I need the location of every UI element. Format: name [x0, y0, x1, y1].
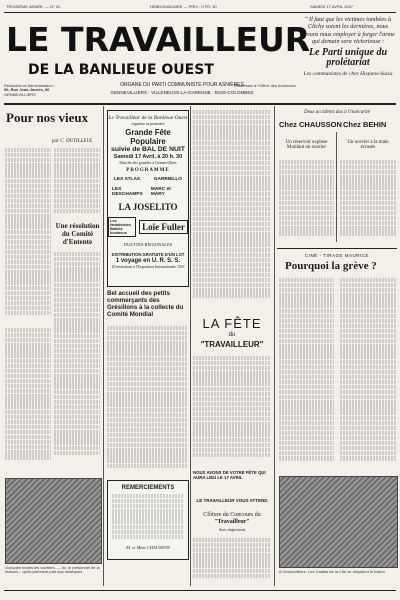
col1-text-a	[5, 148, 51, 323]
act-loie: Loïe Fuller	[139, 220, 188, 234]
event-box-title: Le Travailleur de la Banlieue Ouest	[108, 115, 188, 121]
col3-text-top	[193, 110, 271, 310]
event-bal: suivie de BAL DE NUIT	[111, 146, 185, 153]
chausson-text	[279, 160, 334, 242]
event-date: Samedi 17 Avril, à 20 h. 30	[113, 154, 183, 160]
chausson-title: Chez CHAUSSON	[279, 120, 342, 129]
col4-photo-caption: A Gennevilliers. Les Cadets de la Cité se disputent le ballon	[279, 569, 385, 574]
quote-box	[300, 16, 396, 78]
behin-text	[340, 160, 396, 242]
remerciements-text	[108, 491, 188, 545]
event-expo: 10 invitations à l'Exposition Internationale 1937	[111, 265, 185, 269]
col1-photo-caption: Occupée toutes les ouvriers. — Ici, le personnel de la maison... qu'ils prennent part aux obsèques	[5, 565, 100, 575]
organ-line: ORGANE DU PARTI COMMUNISTE POUR ASNIÈRES	[120, 82, 244, 88]
greve-text-a	[279, 278, 334, 470]
col2-text-a	[107, 326, 187, 476]
act-atlas: LES ATLAS	[114, 177, 141, 182]
issue-date: SAMEDI 17 AVRIL 1937	[310, 4, 353, 9]
greve-headline: Pourquoi la grève ?	[285, 260, 377, 272]
event-programme: PROGRAMME	[126, 168, 170, 173]
act-loie-pre: Les fantaisistes Ballets lumineux	[108, 217, 136, 237]
col3-closing: LE TRAVAILLEUR VOUS ATTEND	[196, 498, 268, 503]
col3-text-bottom	[193, 538, 271, 582]
act-row-1	[108, 177, 188, 182]
frequency-price: HEBDOMADAIRE — PRIX : 0 FR. 30	[150, 4, 217, 9]
remerciements-signature: M. et Mme CHAUSSON	[126, 545, 170, 550]
col1-text-c	[54, 252, 100, 472]
act-row-2	[108, 187, 188, 197]
fete-head-3: "TRAVAILLEUR"	[200, 340, 264, 349]
act-garriello: GARRIELLO	[153, 177, 182, 182]
issue-number: TROISIÈME ANNÉE. — N° 91.	[6, 4, 62, 9]
behin-sub: Un ouvrier a la main écrasée	[347, 140, 389, 150]
concours-box	[193, 512, 271, 533]
towns-line: GENNEVILLIERS · VILLENEUVE-LA-GARENNE · BOIS-COLOMBES	[110, 90, 254, 95]
col1-headline: Pour nos vieux	[6, 110, 89, 125]
quote-attribution: Les communistes de chez Hispano-Suiza	[303, 70, 393, 77]
col3-text-mid	[193, 356, 271, 466]
act-joselito: LA JOSELITO	[118, 202, 178, 212]
event-title: Grande Fête Populaire	[125, 128, 171, 146]
ads-note: S'adresser à l'Office des Annonces	[234, 83, 296, 88]
act-marcel: MARC et MARY	[150, 187, 171, 197]
col1-photo	[5, 478, 102, 564]
chausson-sub: Un réservoir explose Mutilant un ouvrier	[285, 140, 328, 150]
admin-label: Rédaction et Administration :	[4, 83, 55, 88]
greve-text-b	[340, 278, 396, 470]
quote-emphasis: Le Parti unique du prolétariat	[308, 46, 388, 68]
accidents-heading: Deux accidents dus à l'insécurité	[303, 110, 371, 115]
cine-line: CINÉ - TIRAGE MAURICE	[305, 253, 369, 258]
event-distribution: DISTRIBUTION GRATUITE D'UN LOT	[111, 252, 185, 257]
event-regional: DUETTES RÉGIONALES	[123, 242, 173, 247]
act-loie-row	[108, 217, 188, 237]
masthead-subtitle: DE LA BANLIEUE OUEST	[28, 62, 214, 78]
col4-photo	[279, 476, 398, 568]
fete-head-2: du	[228, 332, 236, 338]
act-deschamps: LES DESCHAMPS	[112, 187, 143, 197]
col1-subhead: Une résolution du Comité d'Entente	[55, 222, 100, 246]
remerciements-box	[107, 480, 189, 560]
fete-head-1: LA FÊTE	[202, 316, 262, 331]
col1-text-b	[54, 148, 100, 218]
col1-text-d	[5, 328, 51, 472]
event-venue: Marche des grandes à Gennevilliers	[119, 160, 177, 165]
admin-town: GENNEVILLIERS	[4, 91, 36, 97]
event-organise: organise sa première	[131, 121, 165, 126]
behin-title: Chez BEHIN	[343, 120, 387, 129]
col3-invite: NOUS AVONS DE VOTRE FÊTE QUI AURA LIEU LE 17 AVRIL	[193, 470, 266, 480]
event-voyage: 1 voyage en U. R. S. S.	[115, 258, 181, 264]
col2-accueil-head: Bel accueil des petits commerçants des Grésillons à la collecte du Comité Mondial	[107, 290, 184, 318]
col1-byline: par C. DUTILLEUL	[52, 139, 93, 144]
quote-text: " Il faut que les victimes tombées à Clichy soient les dernières, nous devons nous employer à forger l'arme qui demain sera victorieuse :	[301, 16, 395, 46]
remerciements-title: REMERCIEMENTS	[121, 485, 175, 491]
event-box	[107, 110, 189, 287]
concours-line-2: "Travailleur"	[214, 519, 250, 525]
masthead-title: LE TRAVAILLEUR	[6, 20, 311, 59]
admin-address: 96, Rue Jean-Jaurès, 96	[4, 87, 50, 93]
concours-line-3: Avis important	[218, 527, 246, 532]
concours-line-1: Clôture du Concours du	[203, 512, 261, 518]
admin-box	[4, 84, 72, 97]
